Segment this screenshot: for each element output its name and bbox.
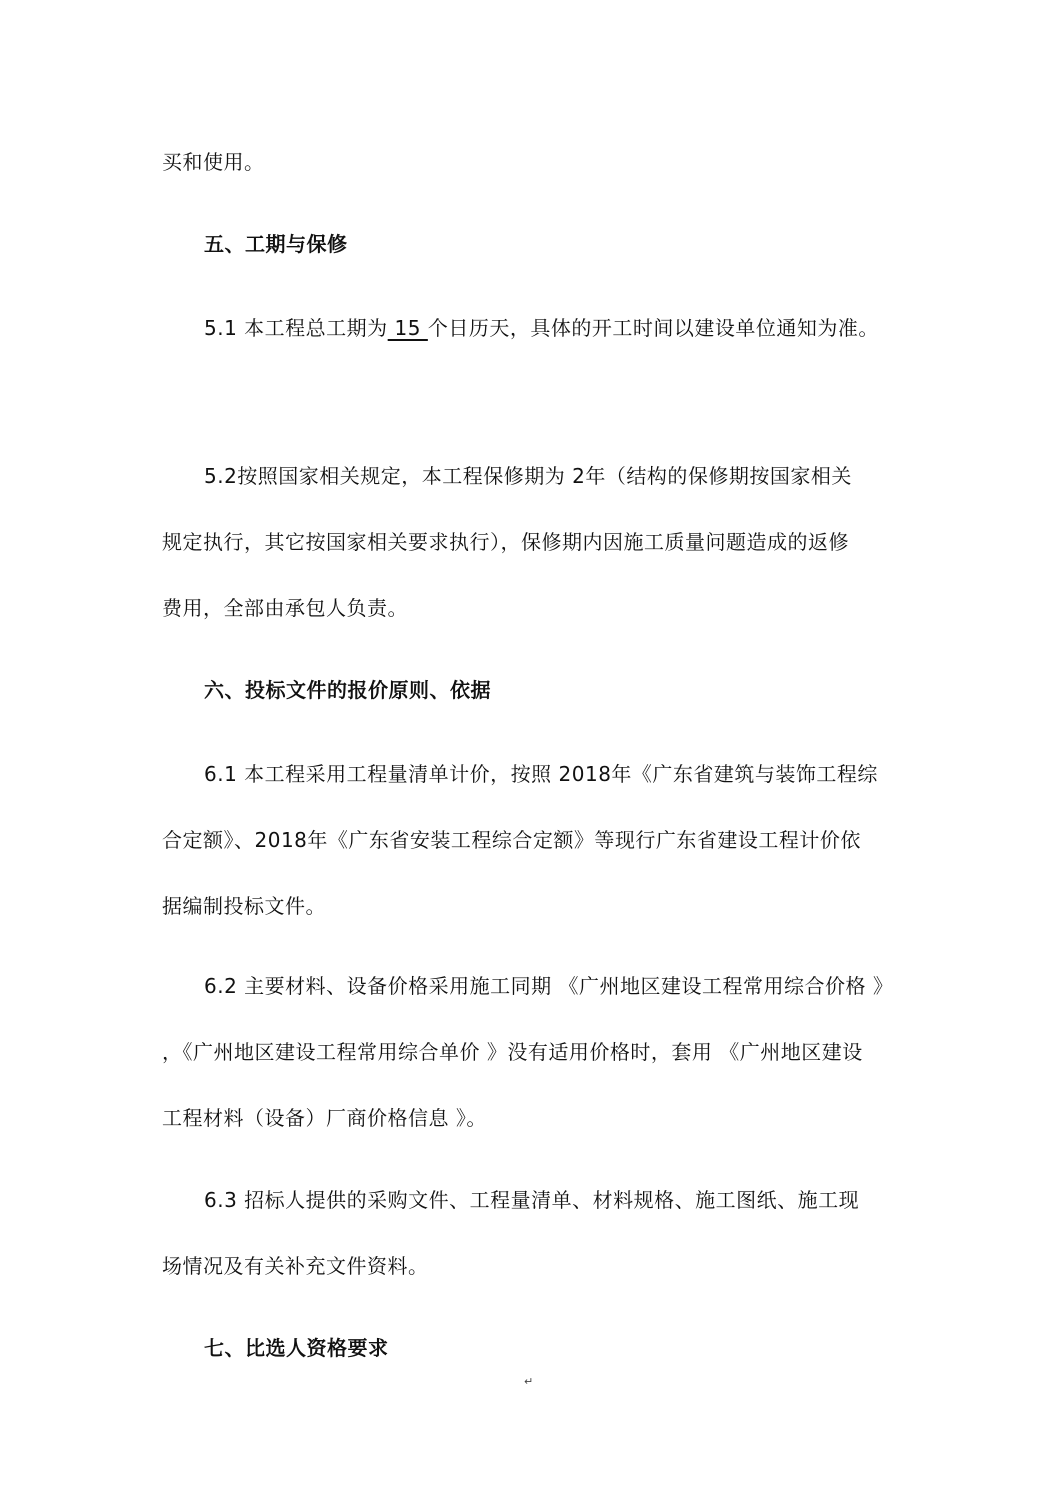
text-line: 5.2按照国家相关规定，本工程保修期为 2年（结构的保修期按国家相关: [204, 464, 852, 488]
text-line: 场情况及有关补充文件资料。: [162, 1254, 429, 1278]
text-line: 买和使用。: [162, 150, 265, 174]
text-segment: 5.1 本工程总工期为: [204, 316, 388, 340]
paragraph-5-1: [204, 316, 879, 340]
text-line: 规定执行，其它按国家相关要求执行），保修期内因施工质量问题造成的返修: [162, 530, 849, 554]
text-line: 合定额》、2018年《广东省安装工程综合定额》等现行广东省建设工程计价依: [162, 828, 861, 852]
section-heading-6: 六、投标文件的报价原则、依据: [204, 678, 491, 702]
text-line: 6.3 招标人提供的采购文件、工程量清单、材料规格、施工图纸、施工现: [204, 1188, 860, 1212]
underlined-days-value: 15: [387, 316, 428, 340]
paragraph-mark: ↵: [524, 1375, 534, 1388]
text-line: 6.2 主要材料、设备价格采用施工同期 《广州地区建设工程常用综合价格 》: [204, 974, 894, 998]
text-line: 费用，全部由承包人负责。: [162, 596, 408, 620]
section-heading-5: 五、工期与保修: [204, 232, 348, 256]
text-segment: 个日历天，具体的开工时间以建设单位通知为准。: [427, 316, 879, 340]
section-heading-7: 七、比选人资格要求: [204, 1336, 389, 1360]
text-line: 6.1 本工程采用工程量清单计价，按照 2018年《广东省建筑与装饰工程综: [204, 762, 878, 786]
text-line: 工程材料（设备）厂商价格信息 》。: [162, 1106, 487, 1130]
text-line: 据编制投标文件。: [162, 894, 326, 918]
text-line: ，《广州地区建设工程常用综合单价 》没有适用价格时，套用 《广州地区建设: [162, 1040, 863, 1064]
